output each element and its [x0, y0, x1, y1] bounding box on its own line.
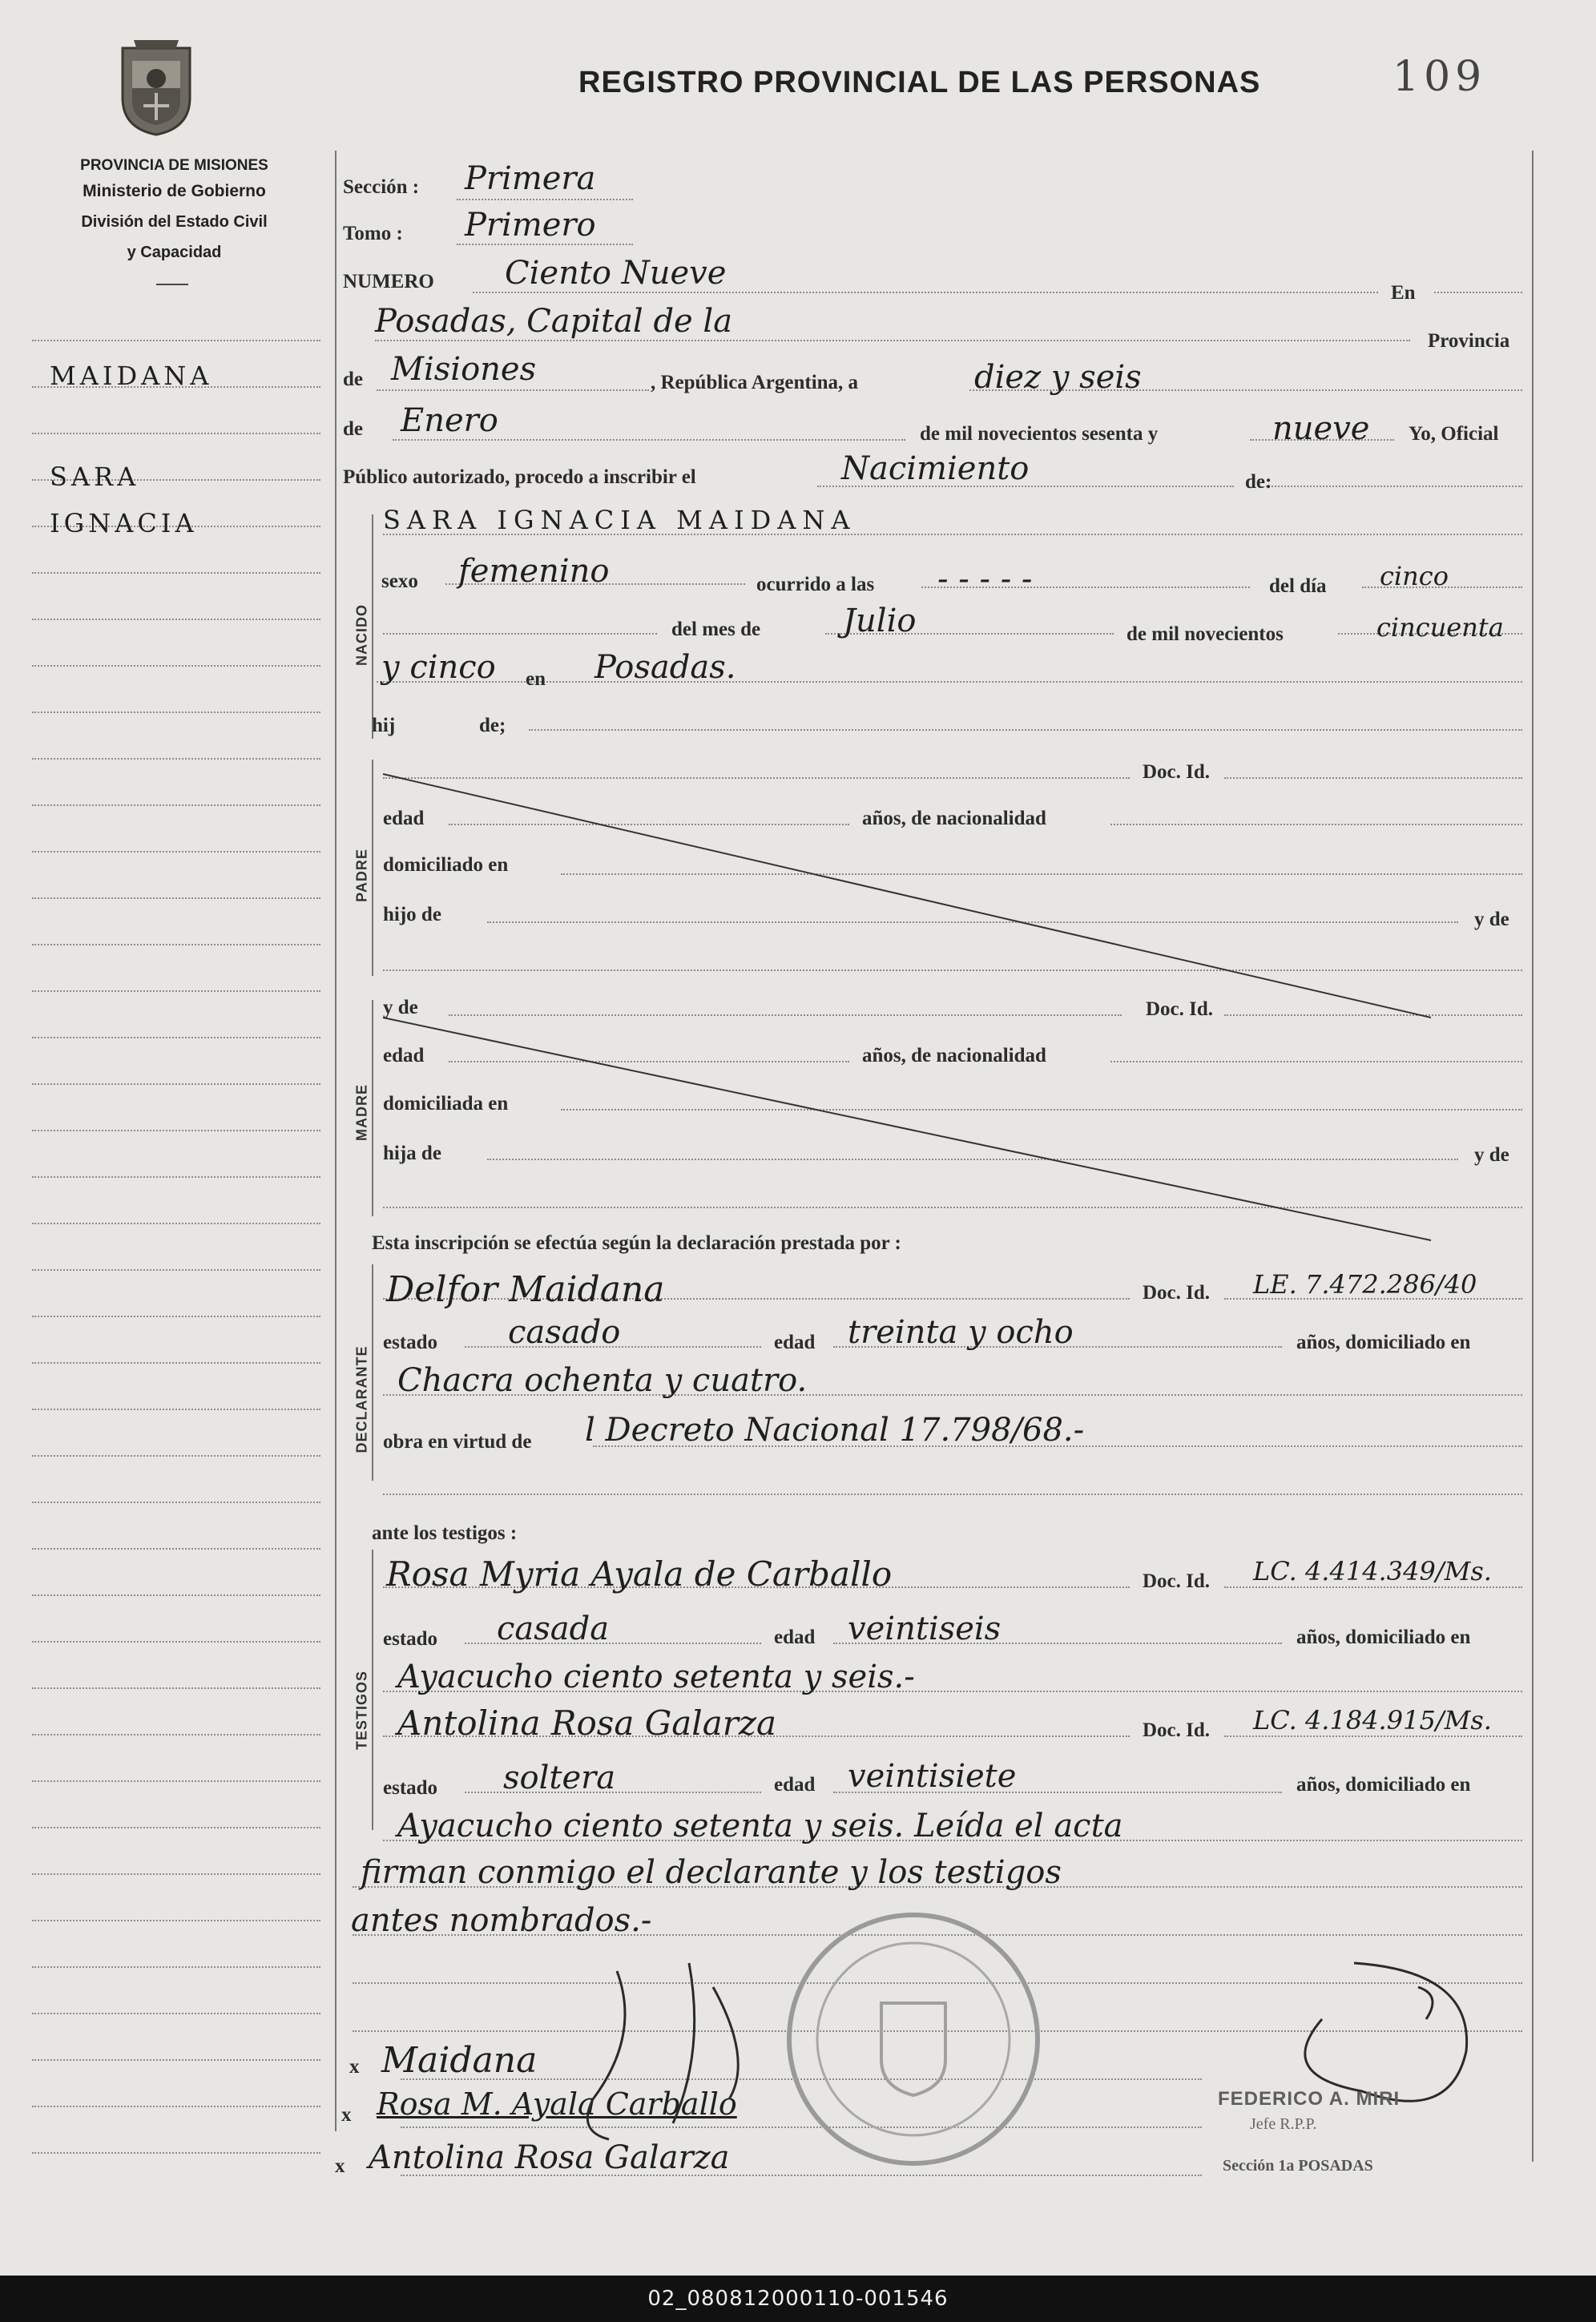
seal-name: FEDERICO A. MIRI: [1218, 2088, 1401, 2110]
padre-doc-label: Doc. Id.: [1143, 761, 1211, 783]
provincia-value: Misiones: [391, 351, 537, 388]
signature-flourish: [353, 1939, 1554, 2179]
mes-value: Enero: [401, 402, 498, 439]
section-label-madre: MADRE: [353, 1084, 370, 1141]
madre-yde2-label: y de: [1474, 1144, 1509, 1166]
tomo-label: Tomo :: [343, 223, 403, 244]
nacido-mil-label: de mil novecientos: [1126, 623, 1284, 645]
testigo-1-estado-label: estado: [383, 1628, 438, 1650]
testigo-1-doc-label: Doc. Id.: [1143, 1570, 1211, 1592]
nacido-mes-value: Julio: [843, 603, 917, 639]
ocurrido-label: ocurrido a las: [756, 574, 875, 595]
madre-hija-label: hija de: [383, 1143, 441, 1164]
declarante-estado-label: estado: [383, 1332, 438, 1353]
madre-yde-label: y de: [383, 997, 418, 1018]
page-number: 109: [1392, 53, 1487, 101]
hij-de-label: de;: [479, 715, 506, 736]
nacido-anio-value-2: y cinco: [381, 649, 496, 686]
publico-label: Público autorizado, procedo a inscribir el: [343, 466, 696, 488]
anio-value: nueve: [1272, 410, 1370, 447]
nacido-anio-value-1: cincuenta: [1376, 612, 1504, 643]
madre-nacionalidad-label: años, de nacionalidad: [862, 1045, 1046, 1066]
hij-label: hij: [372, 715, 396, 736]
firma-3: Antolina Rosa Galarza: [369, 2139, 730, 2176]
padre-hijo-label: hijo de: [383, 904, 441, 925]
testigo-1-edad-label: edad: [774, 1627, 816, 1648]
republica-label: , República Argentina, a: [651, 372, 859, 393]
numero-label: NUMERO: [343, 271, 434, 292]
declarante-obra-label: obra en virtud de: [383, 1431, 532, 1453]
de-label: de: [343, 369, 363, 390]
testigo-2-edad-label: edad: [774, 1774, 816, 1796]
testigo-2-doc-label: Doc. Id.: [1143, 1719, 1211, 1741]
declarante-doc-label: Doc. Id.: [1143, 1282, 1211, 1304]
dia-value: diez y seis: [974, 359, 1142, 396]
testigo-1-nombre: Rosa Myria Ayala de Carballo: [386, 1554, 893, 1594]
sexo-label: sexo: [381, 570, 418, 592]
nacido-lugar-value: Posadas.: [594, 649, 736, 686]
testigo-2-estado-label: estado: [383, 1777, 438, 1799]
madre-domicilio-label: domiciliada en: [383, 1093, 509, 1115]
section-label-testigos: TESTIGOS: [353, 1671, 370, 1751]
testigo-2-estado-value: soltera: [503, 1760, 616, 1796]
del-dia-label: del día: [1269, 575, 1327, 597]
seal-section: Sección 1a POSADAS: [1223, 2157, 1373, 2175]
hora-value: - - - - -: [937, 561, 1033, 598]
testigo-2-edad-value: veintisiete: [848, 1758, 1017, 1795]
de-label-3: de:: [1245, 471, 1272, 493]
firma-mark-3: x: [335, 2155, 345, 2177]
seccion-label: Sección :: [343, 176, 420, 198]
de-label-2: de: [343, 418, 363, 440]
del-mes-label: del mes de: [671, 619, 761, 640]
seccion-value: Primera: [465, 160, 596, 197]
seal-title: Jefe R.P.P.: [1250, 2115, 1317, 2133]
nacido-en-label: en: [526, 668, 546, 690]
testigo-1-estado-value: casada: [497, 1610, 610, 1647]
en-label: En: [1391, 282, 1416, 304]
provincia-label: Provincia: [1428, 330, 1510, 352]
org-capacity: y Capacidad: [127, 244, 222, 261]
declarante-domicilio-value: Chacra ochenta y cuatro.: [397, 1362, 808, 1399]
declarante-intro-label: Esta inscripción se efectúa según la declaración prestada por :: [372, 1232, 901, 1254]
testigo-1-domicilio-label: años, domiciliado en: [1296, 1627, 1471, 1648]
closing-line-2: firman conmigo el declarante y los testigos: [361, 1854, 1062, 1891]
declarante-domicilio-label: años, domiciliado en: [1296, 1332, 1471, 1353]
declarante-edad-label: edad: [774, 1332, 816, 1353]
org-division: División del Estado Civil: [81, 213, 268, 231]
testigo-2-nombre: Antolina Rosa Galarza: [397, 1703, 777, 1743]
testigos-intro-label: ante los testigos :: [372, 1522, 518, 1544]
section-label-declarante: DECLARANTE: [353, 1345, 370, 1453]
declarante-obra-value: l Decreto Nacional 17.798/68.-: [585, 1412, 1085, 1449]
madre-doc-label: Doc. Id.: [1146, 998, 1214, 1020]
margin-given-name-1: SARA: [50, 462, 140, 492]
firma-1: Maidana: [381, 2040, 538, 2081]
acto-value: Nacimiento: [841, 450, 1030, 487]
padre-yde-label: y de: [1474, 909, 1509, 930]
firma-mark-2: x: [341, 2104, 352, 2126]
declarante-nombre: Delfor Maidana: [386, 1269, 665, 1310]
declarante-doc-value: LE. 7.472.286/40: [1253, 1269, 1477, 1300]
section-label-padre: PADRE: [353, 849, 370, 902]
testigo-1-edad-value: veintiseis: [848, 1610, 1002, 1647]
mil-novecientos-label: de mil novecientos sesenta y: [920, 423, 1159, 445]
madre-edad-label: edad: [383, 1045, 425, 1066]
declarante-estado-value: casado: [508, 1314, 621, 1351]
sexo-value: femenino: [458, 553, 610, 590]
file-id-footer: 02_080812000110-001546: [0, 2276, 1596, 2322]
tomo-value: Primero: [465, 207, 596, 244]
testigo-1-domicilio-value: Ayacucho ciento setenta y seis.-: [397, 1659, 915, 1695]
testigo-1-doc-value: LC. 4.414.349/Ms.: [1253, 1556, 1492, 1586]
firma-2: Rosa M. Ayala Carballo: [377, 2086, 737, 2122]
oficial-label: Yo, Oficial: [1409, 423, 1499, 445]
page-title: REGISTRO PROVINCIAL DE LAS PERSONAS: [578, 66, 1261, 99]
nacido-nombre: SARA IGNACIA MAIDANA: [383, 505, 856, 535]
testigo-2-doc-value: LC. 4.184.915/Ms.: [1253, 1705, 1492, 1735]
numero-value: Ciento Nueve: [505, 255, 727, 292]
testigo-2-domicilio-label: años, domiciliado en: [1296, 1774, 1471, 1796]
section-label-nacido: NACIDO: [353, 604, 370, 666]
org-ministry: Ministerio de Gobierno: [83, 182, 266, 200]
closing-line-1: Ayacucho ciento setenta y seis. Leída el acta: [397, 1808, 1123, 1844]
lugar-value: Posadas, Capital de la: [375, 303, 733, 340]
nacido-dia-value: cinco: [1380, 561, 1449, 591]
org-province: PROVINCIA DE MISIONES: [80, 157, 268, 174]
margin-surname: MAIDANA: [50, 361, 213, 391]
padre-domicilio-label: domiciliado en: [383, 854, 509, 876]
margin-given-name-2: IGNACIA: [50, 508, 198, 538]
firma-mark-1: x: [349, 2056, 360, 2078]
padre-edad-label: edad: [383, 808, 425, 829]
padre-nacionalidad-label: años, de nacionalidad: [862, 808, 1046, 829]
declarante-edad-value: treinta y ocho: [848, 1314, 1074, 1351]
closing-line-3: antes nombrados.-: [351, 1902, 652, 1939]
